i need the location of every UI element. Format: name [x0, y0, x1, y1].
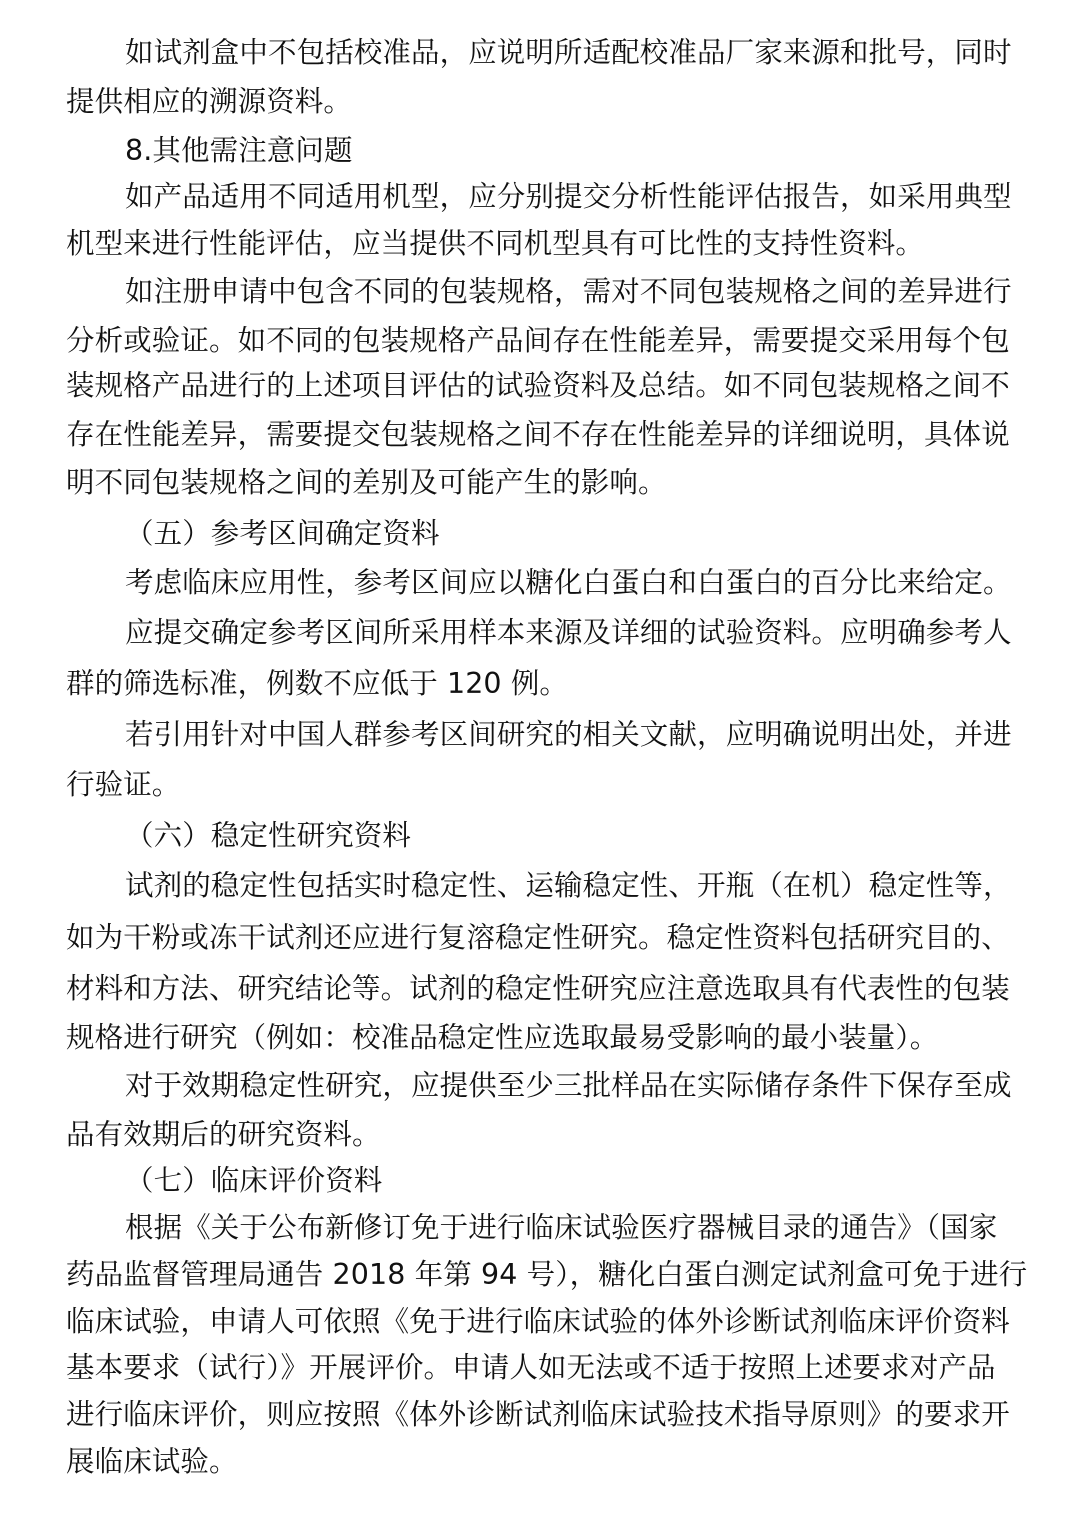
body-text-line: 群的筛选标准，例数不应低于 120 例。 — [66, 667, 569, 700]
body-text-line: 如产品适用不同适用机型，应分别提交分析性能评估报告，如采用典型 — [125, 180, 1012, 213]
section-heading: 8.其他需注意问题 — [125, 134, 353, 167]
body-text-line: 规格进行研究（例如：校准品稳定性应选取最易受影响的最小装量）。 — [66, 1021, 939, 1054]
body-text-line: 基本要求（试行）》开展评价。申请人如无法或不适于按照上述要求对产品 — [66, 1351, 996, 1384]
body-text-line: 品有效期后的研究资料。 — [66, 1118, 381, 1151]
body-text-line: 若引用针对中国人群参考区间研究的相关文献，应明确说明出处，并进 — [125, 718, 1012, 751]
section-heading: （六）稳定性研究资料 — [125, 819, 412, 852]
body-text-line: 临床试验，申请人可依照《免于进行临床试验的体外诊断试剂临床评价资料 — [66, 1305, 1010, 1338]
body-text-line: 装规格产品进行的上述项目评估的试验资料及总结。如不同包装规格之间不 — [66, 369, 1010, 402]
body-text-line: 考虑临床应用性，参考区间应以糖化白蛋白和白蛋白的百分比来给定。 — [125, 566, 1012, 599]
body-text-line: 应提交确定参考区间所采用样本来源及详细的试验资料。应明确参考人 — [125, 616, 1012, 649]
body-text-line: 根据《关于公布新修订免于进行临床试验医疗器械目录的通告》（国家 — [125, 1211, 998, 1244]
body-text-line: 分析或验证。如不同的包装规格产品间存在性能差异，需要提交采用每个包 — [66, 324, 1010, 357]
body-text-line: 进行临床评价，则应按照《体外诊断试剂临床试验技术指导原则》的要求开 — [66, 1398, 1010, 1431]
body-text-line: 明不同包装规格之间的差别及可能产生的影响。 — [66, 466, 667, 499]
body-text-line: 如为干粉或冻干试剂还应进行复溶稳定性研究。稳定性资料包括研究目的、 — [66, 921, 1010, 954]
body-text-line: 试剂的稳定性包括实时稳定性、运输稳定性、开瓶（在机）稳定性等， — [125, 869, 1012, 902]
body-text-line: 机型来进行性能评估，应当提供不同机型具有可比性的支持性资料。 — [66, 227, 925, 260]
section-heading: （五）参考区间确定资料 — [125, 517, 440, 550]
section-heading: （七）临床评价资料 — [125, 1164, 383, 1197]
body-text-line: 材料和方法、研究结论等。试剂的稳定性研究应注意选取具有代表性的包装 — [66, 972, 1010, 1005]
body-text-line: 展临床试验。 — [66, 1445, 238, 1478]
body-text-line: 提供相应的溯源资料。 — [66, 85, 353, 118]
body-text-line: 药品监督管理局通告 2018 年第 94 号），糖化白蛋白测定试剂盒可免于进行 — [66, 1258, 1028, 1291]
body-text-line: 如注册申请中包含不同的包装规格，需对不同包装规格之间的差异进行 — [125, 275, 1012, 308]
body-text-line: 行验证。 — [66, 768, 181, 801]
body-text-line: 对于效期稳定性研究，应提供至少三批样品在实际储存条件下保存至成 — [125, 1069, 1012, 1102]
body-text-line: 存在性能差异，需要提交包装规格之间不存在性能差异的详细说明，具体说 — [66, 418, 1010, 451]
body-text-line: 如试剂盒中不包括校准品，应说明所适配校准品厂家来源和批号，同时 — [125, 36, 1012, 69]
